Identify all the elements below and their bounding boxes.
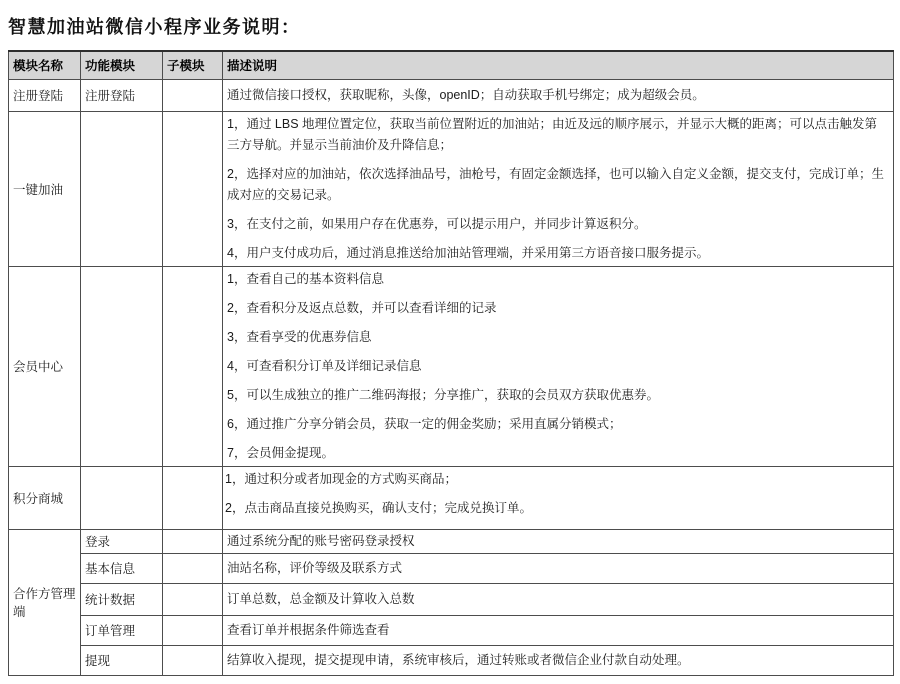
submodule-cell [163, 615, 223, 645]
col-header-module: 模块名称 [9, 51, 81, 79]
description-item: 7，会员佣金提现。 [227, 445, 334, 460]
submodule-cell [163, 529, 223, 553]
module-name-cell: 积分商城 [9, 466, 81, 529]
description-item: 2，选择对应的加油站，依次选择油品号，油枪号，有固定金额选择，也可以输入自定义金额，提交支付，完成订单；生成对应的交易记录。 [227, 166, 884, 202]
function-module-cell [81, 266, 163, 466]
description-cell [223, 79, 894, 111]
description-cell [223, 266, 894, 466]
submodule-cell [163, 645, 223, 675]
description-item: 1，通过 LBS 地理位置定位，获取当前位置附近的加油站；由近及远的顺序展示，并显示大概的距离；可以点击触发第三方导航。并显示当前油价及升降信息； [227, 116, 878, 152]
description-cell [223, 111, 894, 266]
description-cell [223, 583, 894, 615]
description-cell [223, 529, 894, 553]
page-title: 智慧加油站微信小程序业务说明： [8, 17, 301, 37]
description-cell [223, 615, 894, 645]
function-module-cell: 登录 [81, 529, 163, 553]
function-module-cell: 订单管理 [81, 615, 163, 645]
table-row-partner-withdraw [9, 645, 894, 675]
header-row [9, 51, 894, 79]
description-item: 1，查看自己的基本资料信息 [227, 271, 384, 286]
description-item: 4，可查看积分订单及详细记录信息 [227, 358, 422, 373]
function-module-cell: 统计数据 [81, 583, 163, 615]
description-cell [223, 553, 894, 583]
business-spec-table [8, 50, 894, 676]
module-name-cell: 会员中心 [9, 266, 81, 466]
function-module-cell [81, 466, 163, 529]
description-text: 油站名称，评价等级及联系方式 [227, 560, 403, 575]
description-text: 结算收入提现，提交提现申请，系统审核后，通过转账或者微信企业付款自动处理。 [227, 652, 690, 667]
function-module-cell: 提现 [81, 645, 163, 675]
table-row-register [9, 79, 894, 111]
table-row-member-center [9, 266, 894, 466]
table-row-partner-statistics [9, 583, 894, 615]
description-item: 3，在支付之前，如果用户存在优惠券，可以提示用户，并同步计算返积分。 [227, 216, 647, 231]
description-item: 4，用户支付成功后，通过消息推送给加油站管理端，并采用第三方语音接口服务提示。 [227, 245, 709, 260]
module-name-cell: 一键加油 [9, 111, 81, 266]
description-text: 订单总数，总金额及计算收入总数 [227, 591, 415, 606]
submodule-cell [163, 583, 223, 615]
description-item: 1，通过积分或者加现金的方式购买商品； [225, 471, 457, 486]
description-item: 5，可以生成独立的推广二维码海报；分享推广，获取的会员双方获取优惠券。 [227, 387, 659, 402]
function-module-cell: 基本信息 [81, 553, 163, 583]
description-cell [223, 466, 894, 529]
col-header-function: 功能模块 [81, 51, 163, 79]
function-module-cell [81, 111, 163, 266]
description-text: 通过微信接口授权，获取昵称，头像，openID；自动获取手机号绑定；成为超级会员。 [227, 87, 705, 102]
description-text: 通过系统分配的账号密码登录授权 [227, 533, 415, 548]
description-item: 2，点击商品直接兑换购买，确认支付；完成兑换订单。 [225, 500, 532, 515]
submodule-cell [163, 111, 223, 266]
module-name-cell-partner: 合作方管理端 [9, 529, 81, 675]
table-row-partner-login [9, 529, 894, 553]
module-name-cell: 注册登陆 [9, 79, 81, 111]
description-item: 2，查看积分及返点总数，并可以查看详细的记录 [227, 300, 497, 315]
col-header-submodule: 子模块 [163, 51, 223, 79]
table-row-points-mall [9, 466, 894, 529]
submodule-cell [163, 553, 223, 583]
table-row-partner-order-mgmt [9, 615, 894, 645]
submodule-cell [163, 266, 223, 466]
description-item: 6，通过推广分享分销会员，获取一定的佣金奖励；采用直属分销模式； [227, 416, 622, 431]
table-row-partner-basic-info [9, 553, 894, 583]
submodule-cell [163, 79, 223, 111]
submodule-cell [163, 466, 223, 529]
description-cell [223, 645, 894, 675]
function-module-cell: 注册登陆 [81, 79, 163, 111]
col-header-description: 描述说明 [223, 51, 894, 79]
table-row-one-key-refuel [9, 111, 894, 266]
description-item: 3，查看享受的优惠券信息 [227, 329, 372, 344]
description-text: 查看订单并根据条件筛选查看 [227, 622, 390, 637]
